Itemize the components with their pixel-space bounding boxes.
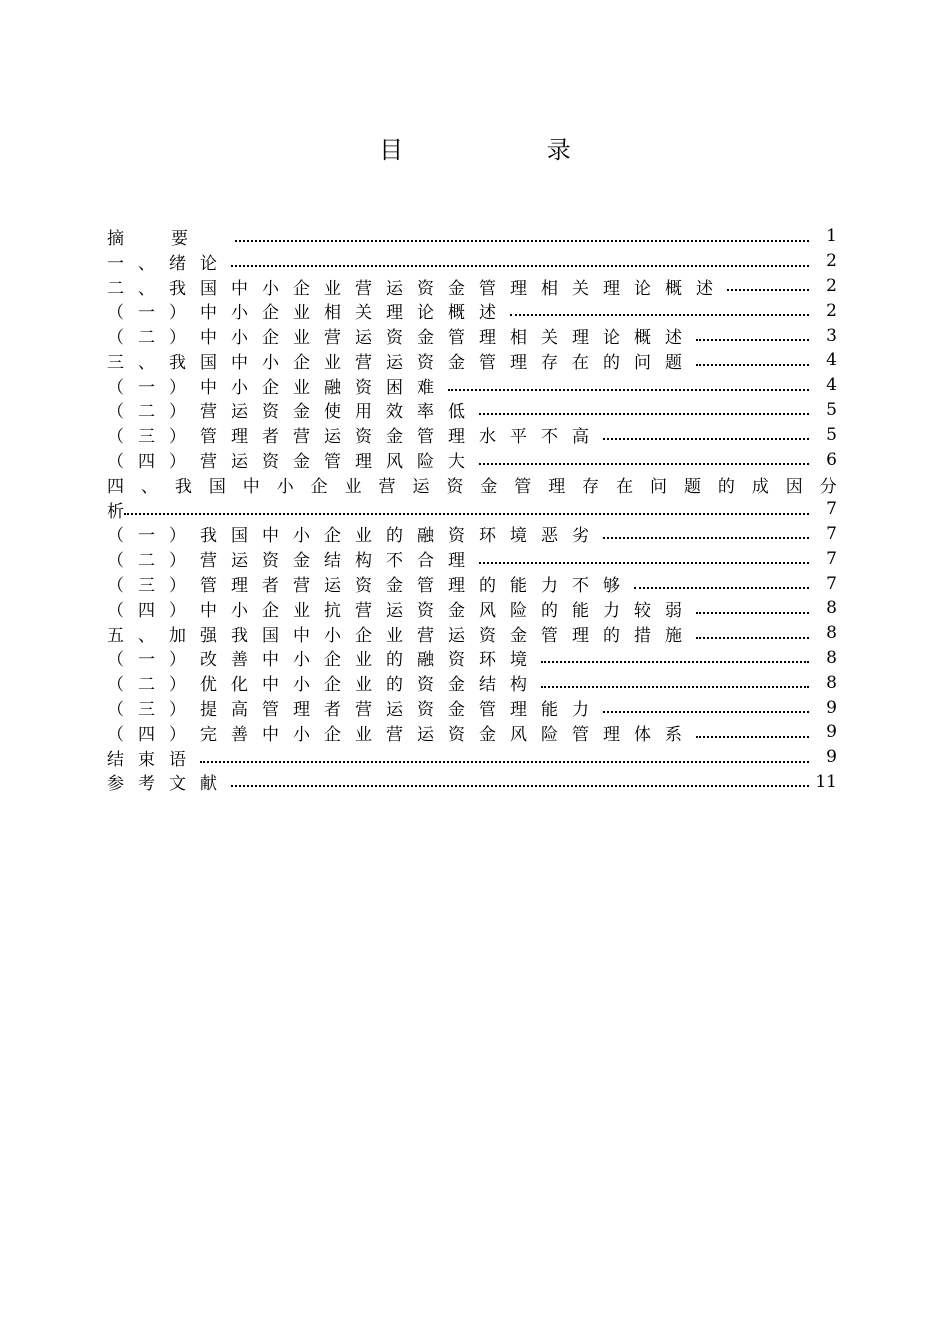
toc-entry[interactable] <box>107 274 837 299</box>
toc-entry-label: 摘要 <box>107 228 235 249</box>
toc-entry-label: （四）中小企业抗营运资金风险的能力较弱 <box>107 600 696 621</box>
toc-entry[interactable] <box>107 323 837 348</box>
toc-page-number: 2 <box>826 275 837 296</box>
toc-leader-dots <box>479 562 809 564</box>
toc-entry-label: （一）改善中小企业的融资环境 <box>107 650 541 671</box>
toc-leader-dots <box>479 413 809 415</box>
toc-leader-dots <box>727 289 809 291</box>
toc-leader-dots <box>124 513 809 515</box>
toc-entry-label: 一、绪论 <box>107 253 231 274</box>
toc-entry-label: （一）中小企业相关理论概述 <box>107 303 510 324</box>
toc-entry-label: 五、加强我国中小企业营运资金管理的措施 <box>107 625 696 646</box>
toc-leader-dots <box>603 711 809 713</box>
toc-leader-dots <box>200 761 809 763</box>
toc-page-number: 7 <box>826 523 837 544</box>
toc-entry[interactable] <box>107 546 837 571</box>
toc-page-number: 5 <box>826 399 837 420</box>
toc-entry-label: 析 <box>107 501 124 522</box>
toc-entry[interactable] <box>107 770 837 795</box>
toc-page-number: 8 <box>826 647 837 668</box>
toc-entry[interactable] <box>107 422 837 447</box>
toc-page-number: 3 <box>826 325 837 346</box>
toc-page-number: 4 <box>826 375 837 396</box>
toc-page-number: 5 <box>826 424 837 445</box>
toc-leader-dots <box>479 463 809 465</box>
page-title: 目 录 <box>379 136 639 164</box>
toc-page-number: 7 <box>826 548 837 569</box>
toc-page-number: 8 <box>826 672 837 693</box>
toc-leader-dots <box>231 265 809 267</box>
toc-entry-label: （二）营运资金使用效率低 <box>107 402 479 423</box>
toc-leader-dots <box>696 612 809 614</box>
toc-page-number: 2 <box>826 300 837 321</box>
toc-page-number: 9 <box>826 697 837 718</box>
toc-entry-label: （三）管理者营运资金管理水平不高 <box>107 427 603 448</box>
toc-leader-dots <box>231 785 809 787</box>
toc-leader-dots <box>696 637 809 639</box>
toc-entry[interactable] <box>107 745 837 770</box>
toc-page-number: 8 <box>826 623 837 644</box>
toc-entry[interactable] <box>107 447 837 472</box>
toc-leader-dots <box>235 240 809 242</box>
toc-entry-label: （二）优化中小企业的资金结构 <box>107 675 541 696</box>
toc-entry[interactable] <box>107 522 837 547</box>
toc-entry-label: （四）营运资金管理风险大 <box>107 452 479 473</box>
toc-entry-label: （一）中小企业融资困难 <box>107 377 448 398</box>
toc-entry[interactable] <box>107 249 837 274</box>
toc-entry-label: 三、我国中小企业营运资金管理存在的问题 <box>107 352 696 373</box>
toc-page-number: 7 <box>826 573 837 594</box>
toc-entry[interactable] <box>107 472 837 497</box>
toc-page-number: 9 <box>826 747 837 768</box>
toc-page-number: 6 <box>826 449 837 470</box>
toc-entry-label: （一）我国中小企业的融资环境恶劣 <box>107 526 603 547</box>
toc-entry[interactable] <box>107 646 837 671</box>
toc-leader-dots <box>603 537 809 539</box>
toc-entry[interactable] <box>107 348 837 373</box>
toc-entry-label: 二、我国中小企业营运资金管理相关理论概述 <box>107 278 727 299</box>
table-of-contents <box>107 224 837 794</box>
toc-entry-label: 参考文献 <box>107 774 231 795</box>
toc-entry[interactable] <box>107 571 837 596</box>
toc-entry-label: 四 、 我 国 中 小 企 业 营 运 资 金 管 理 存 在 问 题 的 成 因 分 <box>107 476 837 497</box>
toc-entry[interactable] <box>107 224 837 249</box>
toc-page-number: 11 <box>815 771 837 792</box>
toc-entry-label: （二）中小企业营运资金管理相关理论概述 <box>107 328 696 349</box>
toc-leader-dots <box>541 661 809 663</box>
toc-leader-dots <box>696 339 809 341</box>
toc-entry[interactable] <box>107 621 837 646</box>
toc-entry[interactable] <box>107 596 837 621</box>
toc-entry-label: （四）完善中小企业营运资金风险管理体系 <box>107 724 696 745</box>
toc-leader-dots <box>696 364 809 366</box>
toc-page-number: 4 <box>826 350 837 371</box>
toc-page-number: 1 <box>826 226 837 247</box>
toc-entry[interactable] <box>107 497 837 522</box>
toc-page-number: 9 <box>826 722 837 743</box>
toc-entry[interactable] <box>107 695 837 720</box>
toc-entry[interactable] <box>107 398 837 423</box>
toc-leader-dots <box>541 686 809 688</box>
toc-leader-dots <box>634 587 809 589</box>
toc-page-number: 2 <box>826 251 837 272</box>
toc-leader-dots <box>448 389 809 391</box>
toc-entry-label: 结束语 <box>107 749 200 770</box>
toc-page-number: 8 <box>826 598 837 619</box>
toc-leader-dots <box>510 314 809 316</box>
toc-entry-label: （三）提高管理者营运资金管理能力 <box>107 700 603 721</box>
toc-entry-label: （三）管理者营运资金管理的能力不够 <box>107 576 634 597</box>
toc-entry[interactable] <box>107 298 837 323</box>
toc-leader-dots <box>696 736 809 738</box>
toc-entry[interactable] <box>107 720 837 745</box>
toc-entry-label: （二）营运资金结构不合理 <box>107 551 479 572</box>
toc-leader-dots <box>603 438 809 440</box>
toc-page-number: 7 <box>826 499 837 520</box>
toc-entry[interactable] <box>107 373 837 398</box>
toc-entry[interactable] <box>107 670 837 695</box>
